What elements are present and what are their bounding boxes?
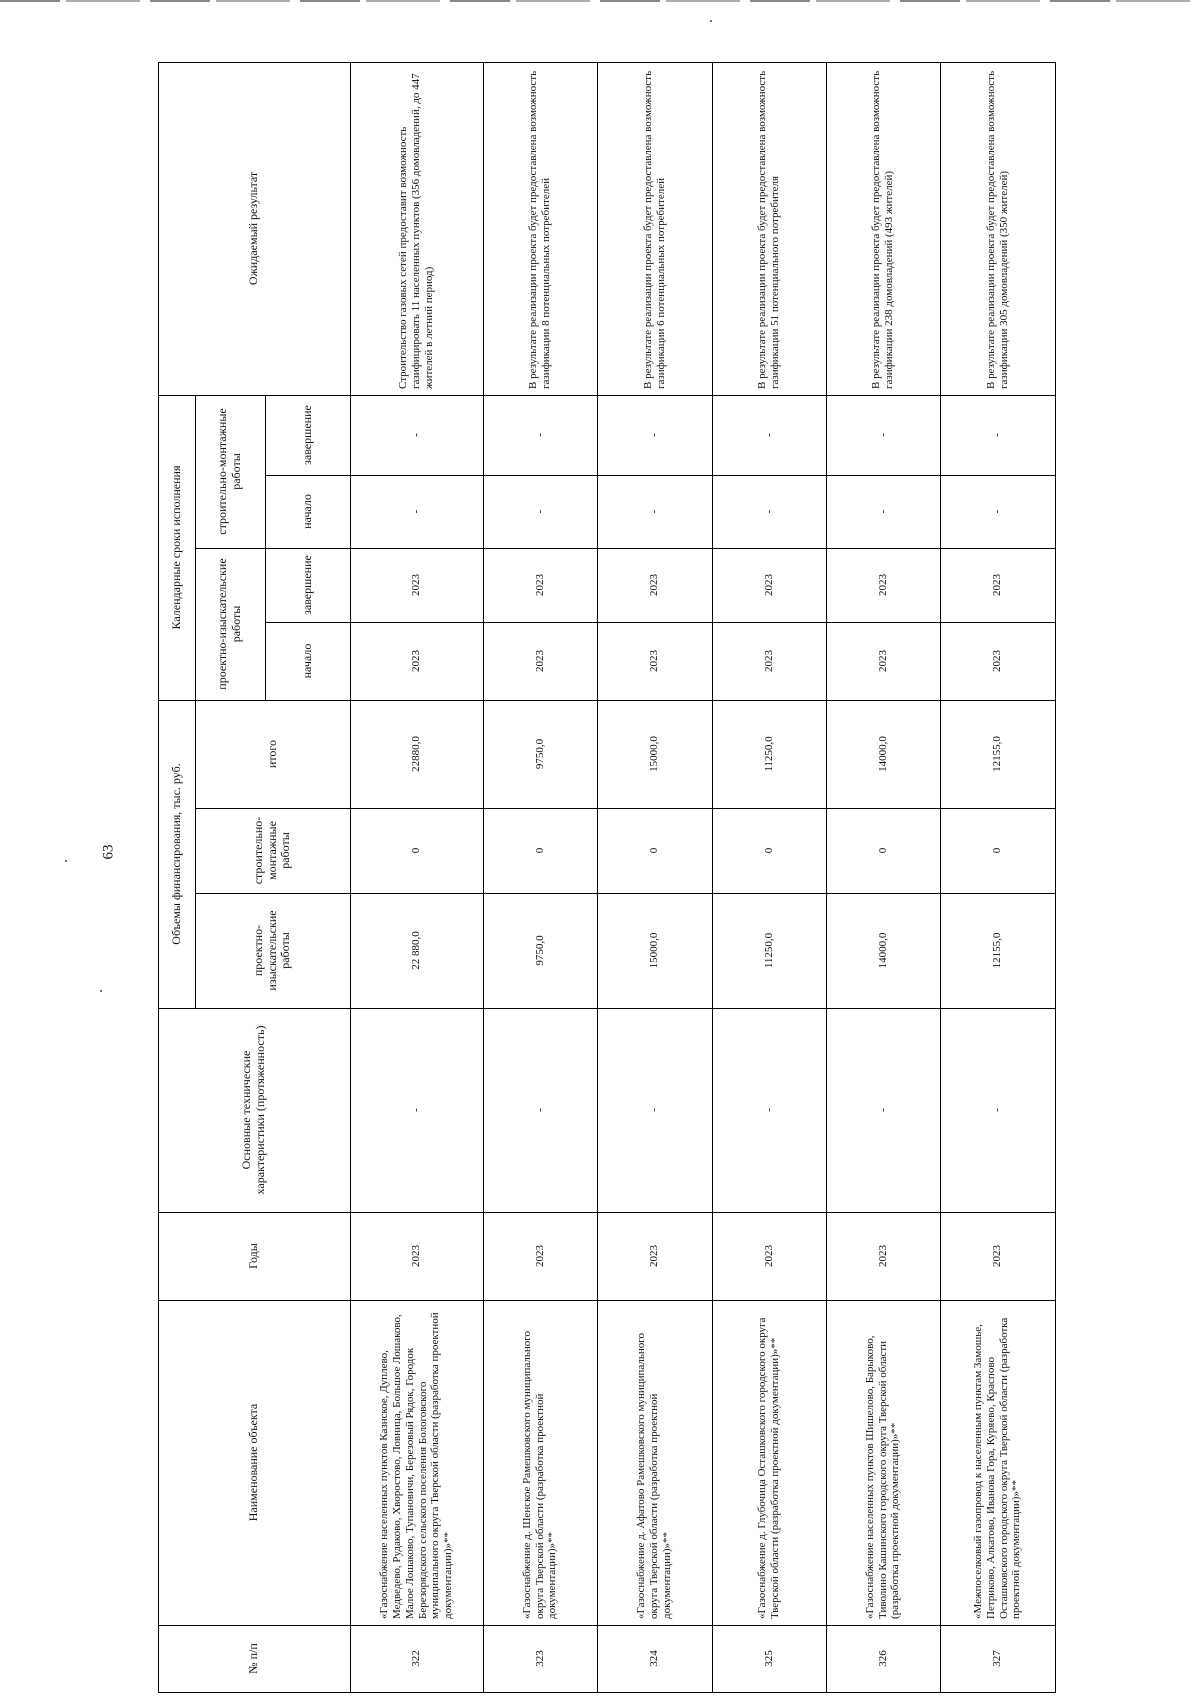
row-322-years: 2023: [410, 1245, 423, 1267]
row-324-pir-start: 2023: [648, 650, 661, 672]
row-326-smr-start: -: [876, 509, 889, 514]
row-322-tech: -: [410, 1108, 423, 1112]
row-322-name: «Газоснабжение населенных пунктов Казнское, Дуплево, Медведево, Рудаково, Хворостово, Ловница, Большое Лошаково, Малое Лошаково, Тупановичи, Березовый Рядок, Городок Березорядского сельского поселения Бологовского муниципального округа Тверской области (разработка проектной документации)»**: [377, 1312, 455, 1619]
header-years-text: Годы: [246, 1243, 261, 1269]
row-326-smr-end: -: [876, 433, 889, 437]
row-325-pir-start: 2023: [762, 650, 775, 672]
row-323-pir-start: 2023: [533, 650, 546, 672]
row-325-fin-smr: 0: [762, 847, 775, 854]
row-326-pir-end: 2023: [876, 574, 889, 596]
row-327-fin-smr: 0: [991, 847, 1004, 854]
row-326-num: 326: [876, 1650, 889, 1667]
row-326-fin-smr: 0: [876, 847, 889, 854]
header-fin-pir-text: проектно-изыскательские работы: [250, 910, 293, 991]
row-323-fin-total: 9750,0: [533, 738, 546, 770]
header-result-text: Ожидаемый результат: [246, 171, 261, 286]
row-327-smr-start: -: [991, 509, 1004, 514]
row-327-smr-end: -: [991, 433, 1004, 437]
row-326-fin-total: 14000,0: [876, 736, 889, 772]
row-323-fin-pir: 9750,0: [533, 935, 546, 966]
row-326-name: «Газоснабжение населенных пунктов Шишелово, Барыково, Тиволино Кашинского городского округа Тверской области (разработка проектной документации)»**: [863, 1335, 902, 1619]
row-323-smr-end: -: [533, 433, 546, 437]
row-327-years: 2023: [991, 1245, 1004, 1267]
row-325-name: «Газоснабжение д. Глубочица Осташковского городского округа Тверской области (разработка проектной документации)»**: [756, 1317, 781, 1619]
row-327-num: 327: [991, 1650, 1004, 1667]
header-fin-smr-text: строительно-монтажные работы: [250, 816, 293, 885]
row-322-smr-end: -: [410, 433, 423, 437]
row-323-num: 323: [533, 1650, 546, 1667]
row-325-smr-end: -: [762, 433, 775, 437]
row-324-pir-end: 2023: [648, 574, 661, 596]
row-326-fin-pir: 14000,0: [876, 932, 889, 969]
row-327-result: В результате реализации проекта будет предоставлена возможность газификации 305 домовладений (350 жителей): [984, 70, 1010, 389]
header-pir_start-text: начало: [299, 643, 314, 679]
row-323-pir-end: 2023: [533, 574, 546, 596]
header-tech-text: Основные технические характеристики (протяженность): [239, 1025, 267, 1195]
row-325-years: 2023: [762, 1245, 775, 1267]
row-325-pir-end: 2023: [762, 574, 775, 596]
header-smr_end-text: завершение: [299, 405, 314, 465]
table-border: [158, 62, 1056, 1693]
row-327-pir-end: 2023: [991, 574, 1004, 596]
row-324-name: «Газоснабжение д. Афатово Рамешковского муниципального округа Тверской области (разработка проектной документации)»**: [635, 1332, 673, 1619]
header-pir_end-text: завершение: [299, 555, 314, 615]
page-number: 63: [100, 844, 117, 860]
row-323-years: 2023: [533, 1245, 546, 1267]
row-324-fin-smr: 0: [648, 847, 661, 854]
row-322-smr-start: -: [410, 509, 423, 514]
header-calendar-group-text: Календарные сроки исполнения: [168, 465, 183, 630]
row-326-result: В результате реализации проекта будет предоставлена возможность газификации 238 домовладений (493 жителей): [870, 70, 895, 389]
row-327-name: «Межпоселковый газопровод к населенным пунктам Замошье, Петриково, Алкатово, Иванова Гора, Куряево, Краспово Осташковского городского округа Тверской области (разработка проектной документации)»**: [971, 1317, 1023, 1619]
row-326-pir-start: 2023: [876, 650, 889, 672]
row-323-result: В результате реализации проекта будет предоставлена возможность газификации 8 потенциальных потребителей: [527, 70, 552, 389]
row-324-num: 324: [648, 1650, 661, 1667]
row-323-fin-smr: 0: [533, 847, 546, 854]
row-322-fin-total: 22880,0: [410, 736, 423, 772]
row-322-pir-end: 2023: [410, 574, 423, 596]
row-322-result: Строительство газовых сетей предоставит возможность газифицировать 11 населенных пунктов (356 домовладений, до 447 жителей в летний период): [397, 73, 435, 389]
row-325-result: В результате реализации проекта будет предоставлена возможность газификации 51 потенциального потребителя: [756, 70, 781, 389]
header-name-text: Наименование объекта: [246, 1403, 261, 1522]
row-326-tech: -: [876, 1108, 889, 1112]
row-323-name: «Газоснабжение д. Шенское Рамешковского муниципального округа Тверской области (разработка проектной документации)»**: [520, 1330, 559, 1619]
row-327-tech: -: [991, 1108, 1004, 1112]
row-325-num: 325: [762, 1650, 775, 1667]
row-322-fin-smr: 0: [410, 847, 423, 854]
row-324-result: В результате реализации проекта будет предоставлена возможность газификации 6 потенциальных потребителей: [641, 70, 667, 389]
header-num-text: № п/п: [246, 1643, 261, 1674]
row-327-fin-total: 12155,0: [991, 736, 1004, 772]
row-325-fin-total: 11250,0: [762, 736, 775, 772]
row-324-smr-start: -: [648, 509, 661, 514]
row-325-tech: -: [762, 1108, 775, 1112]
row-322-num: 322: [410, 1650, 423, 1667]
row-324-years: 2023: [648, 1245, 661, 1267]
row-325-smr-start: -: [762, 509, 775, 514]
header-fin-total-text: итого: [264, 739, 279, 769]
row-327-fin-pir: 12155,0: [991, 932, 1004, 969]
row-327-pir-start: 2023: [991, 650, 1004, 672]
row-324-fin-total: 15000,0: [648, 736, 661, 772]
header-finance-group-text: Объемы финансирования, тыс. руб.: [168, 763, 183, 945]
row-324-tech: -: [648, 1108, 661, 1112]
header-cal-smr-text: строительно-монтажные работы: [215, 408, 243, 535]
row-325-fin-pir: 11250,0: [762, 932, 775, 969]
row-326-years: 2023: [876, 1245, 889, 1267]
header-cal-pir-text: проектно-изыскательские работы: [215, 558, 243, 690]
row-324-smr-end: -: [648, 433, 661, 437]
row-322-fin-pir: 22 880,0: [410, 931, 423, 970]
row-323-smr-start: -: [533, 509, 546, 514]
row-323-tech: -: [533, 1108, 546, 1112]
row-322-pir-start: 2023: [410, 650, 423, 672]
header-smr_start-text: начало: [299, 494, 314, 529]
row-324-fin-pir: 15000,0: [648, 932, 661, 969]
